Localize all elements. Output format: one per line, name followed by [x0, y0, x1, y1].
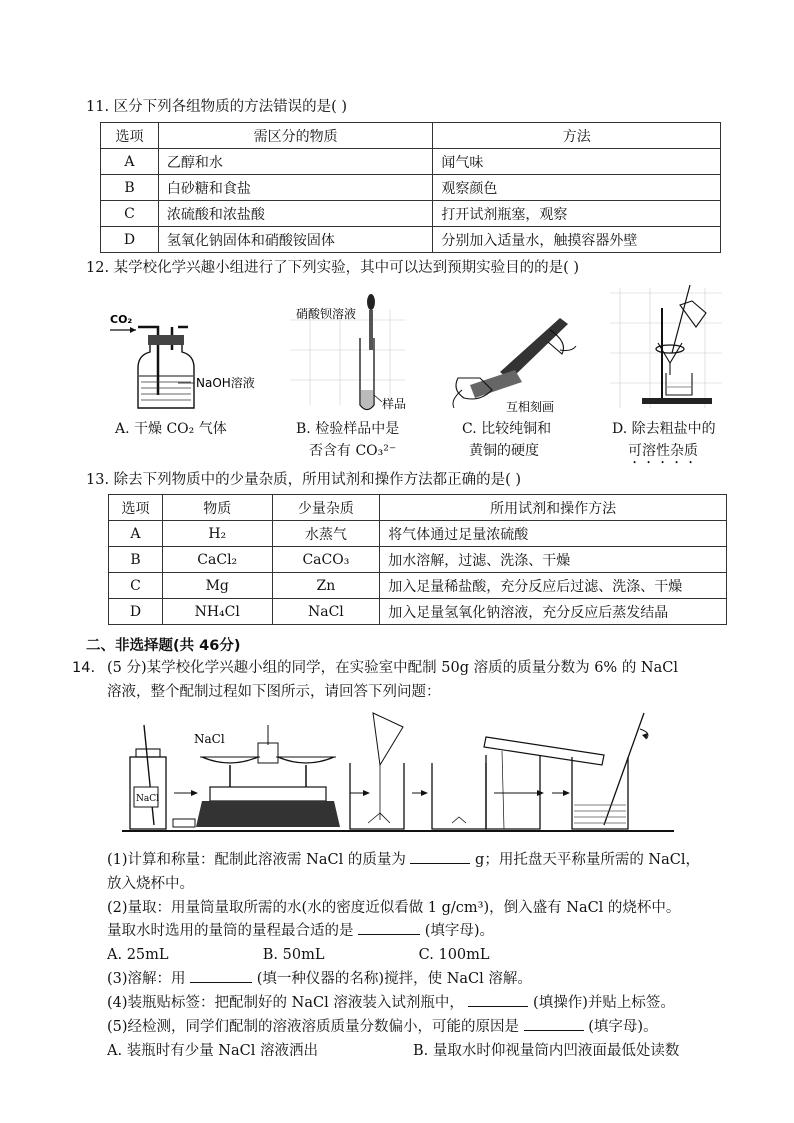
table-cell: A: [101, 149, 159, 175]
q14-part4-line: [107, 993, 675, 1013]
metal-scratching-figure: [450, 290, 580, 415]
table-row: [101, 149, 721, 175]
table-header-row: [101, 123, 721, 149]
table-cell: 将气体通过足量浓硫酸: [380, 521, 727, 547]
answer-blank[interactable]: [190, 969, 252, 983]
barium-nitrate-label: 硝酸钡溶液: [296, 307, 357, 321]
table-cell: A: [109, 521, 163, 547]
table-cell: D: [109, 599, 163, 625]
q14-part2-line: (2)量取：用量筒量取所需的水(水的密度近似看做 1 g/cm³)，倒入盛有 NaCl 的烧杯中。: [107, 900, 681, 916]
q14-part2-text: 量取水时选用的量筒的量程最合适的是: [107, 923, 354, 939]
table-row: [101, 201, 721, 227]
q11-stem: 11. 区分下列各组物质的方法错误的是( ): [86, 99, 348, 115]
table-cell: 乙醇和水: [158, 149, 432, 175]
table-row: [109, 573, 727, 599]
q14-part1-line: [107, 850, 700, 870]
answer-blank[interactable]: [468, 993, 528, 1007]
q14-number: 14.: [72, 660, 96, 676]
option-b: B. 50mL: [262, 947, 325, 963]
fig-d-caption-2: [628, 440, 698, 467]
q14-part3-text-b: (填一种仪器的名称)搅拌，使 NaCl 溶解。: [256, 971, 532, 987]
fig-d-caption-2-text: 可溶性杂质: [628, 443, 698, 459]
answer-blank[interactable]: [524, 1017, 584, 1031]
fig-a-caption: A. 干燥 CO₂ 气体: [115, 421, 227, 437]
table-header: 所用试剂和操作方法: [380, 495, 727, 521]
table-cell: 加入足量氢氧化钠溶液，充分反应后蒸发结晶: [380, 599, 727, 625]
table-cell: 观察颜色: [433, 175, 721, 201]
q14-part1-text: (1)计算和称量：配制此溶液需 NaCl 的质量为: [107, 852, 406, 868]
option-a: A. 装瓶时有少量 NaCl 溶液洒出: [107, 1043, 318, 1059]
q14-part3-line: [107, 969, 532, 989]
table-cell: Zn: [272, 573, 380, 599]
table-header: 少量杂质: [272, 495, 380, 521]
test-tube-figure: [290, 290, 420, 415]
table-cell: 打开试剂瓶塞，观察: [433, 201, 721, 227]
table-cell: B: [109, 547, 163, 573]
table-cell: C: [101, 201, 159, 227]
table-cell: NaCl: [272, 599, 380, 625]
option-c: C. 100mL: [418, 947, 490, 963]
scratch-label: 互相刻画: [506, 400, 555, 414]
table-cell: CaCl₂: [162, 547, 272, 573]
q13-stem: 13. 除去下列物质中的少量杂质，所用试剂和操作方法都正确的是( ): [86, 472, 522, 488]
table-header: 方法: [433, 123, 721, 149]
table-cell: 闻气味: [433, 149, 721, 175]
fig-b-caption-1: B. 检验样品中是: [296, 421, 400, 437]
q14-part1-cont: 放入烧杯中。: [107, 876, 194, 892]
table-cell: C: [109, 573, 163, 599]
q14-part2-text-c: (填字母)。: [424, 923, 495, 939]
q14-part1-text-b: g；用托盘天平称量所需的 NaCl，: [475, 852, 701, 868]
option-a: A. 25mL: [107, 947, 169, 963]
gas-washing-bottle-figure: [108, 290, 288, 415]
table-cell: 水蒸气: [272, 521, 380, 547]
fig-c-caption-2: 黄铜的硬度: [469, 443, 539, 459]
table-cell: 分别加入适量水，触摸容器外壁: [433, 227, 721, 253]
table-row: [101, 227, 721, 253]
table-cell: Mg: [162, 573, 272, 599]
table-row: [109, 547, 727, 573]
q12-stem: 12. 某学校化学兴趣小组进行了下列实验，其中可以达到预期实验目的的是( ): [86, 260, 580, 276]
fig-b-caption-2: 否含有 CO₃²⁻: [309, 443, 397, 459]
q14-part2-line-b: [107, 921, 494, 941]
q14-part5-line: [107, 1017, 658, 1037]
table-cell: 白砂糖和食盐: [158, 175, 432, 201]
table-row: [109, 599, 727, 625]
q14-part5-options: [107, 1041, 318, 1061]
q13-table: [108, 494, 727, 625]
section-title: 二、非选择题(共 46分): [86, 638, 241, 654]
table-cell: 加入足量稀盐酸，充分反应后过滤、洗涤、干燥: [380, 573, 727, 599]
q14-part4-text-b: (填操作)并贴上标签。: [533, 995, 675, 1011]
table-cell: 加水溶解，过滤、洗涤、干燥: [380, 547, 727, 573]
co2-label: CO₂: [110, 313, 133, 326]
q11-table: [100, 122, 721, 253]
q14-part2-options: [107, 945, 490, 965]
q14-part5-option-b: B. 量取水时仰视量筒内凹液面最低处读数: [413, 1043, 680, 1059]
table-cell: CaCO₃: [272, 547, 380, 573]
answer-blank[interactable]: [410, 850, 470, 864]
table-header-row: [109, 495, 727, 521]
filtration-setup-figure: [610, 283, 725, 413]
q14-part5-text: (5)经检测，同学们配制的溶液溶质质量分数偏小，可能的原因是: [107, 1019, 520, 1035]
table-cell: 氢氧化钠固体和硝酸铵固体: [158, 227, 432, 253]
table-cell: H₂: [162, 521, 272, 547]
solution-preparation-figure: [118, 705, 678, 840]
table-header: 需区分的物质: [158, 123, 432, 149]
q14-stem-1: (5 分)某学校化学兴趣小组的同学，在实验室中配制 50g 溶质的质量分数为 6% 的 NaCl: [107, 660, 678, 676]
table-cell: NH₄Cl: [162, 599, 272, 625]
table-cell: 浓硫酸和浓盐酸: [158, 201, 432, 227]
table-row: [109, 521, 727, 547]
balance-label: NaCl: [194, 732, 225, 746]
answer-blank[interactable]: [358, 921, 420, 935]
table-row: [101, 175, 721, 201]
q14-part3-text: (3)溶解：用: [107, 971, 186, 987]
bottle-label: NaCl: [136, 794, 160, 804]
table-header: 物质: [162, 495, 272, 521]
q14-stem-2: 溶液，整个配制过程如下图所示，请回答下列问题：: [107, 684, 441, 700]
q14-part5-text-b: (填字母)。: [588, 1019, 658, 1035]
table-cell: B: [101, 175, 159, 201]
table-cell: D: [101, 227, 159, 253]
q14-part4-text: (4)装瓶贴标签：把配制好的 NaCl 溶液装入试剂瓶中，: [107, 995, 464, 1011]
table-header: 选项: [101, 123, 159, 149]
fig-d-caption-1: D. 除去粗盐中的: [612, 421, 716, 437]
sample-label: 样品: [382, 397, 407, 411]
fig-c-caption-1: C. 比较纯铜和: [462, 421, 552, 437]
table-header: 选项: [109, 495, 163, 521]
naoh-label: NaOH溶液: [196, 376, 255, 390]
